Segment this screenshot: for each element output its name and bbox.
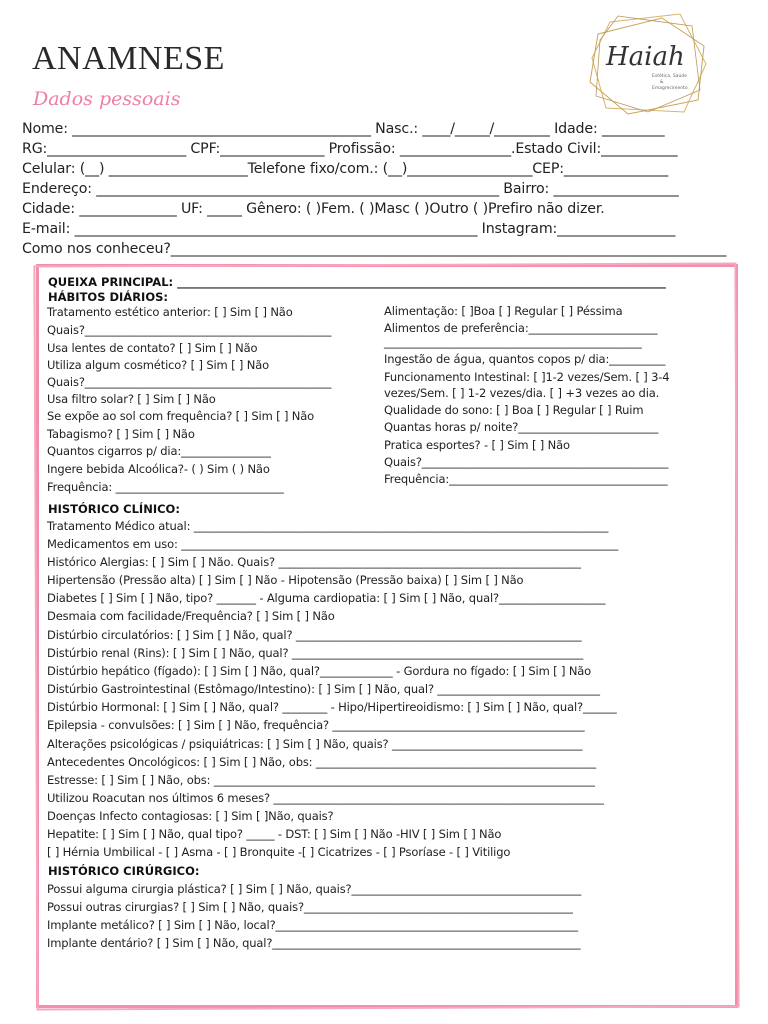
habit-right-item[interactable]: ______________________________________________ bbox=[384, 335, 642, 349]
brand-logo bbox=[588, 12, 710, 116]
historico-cirurgico-heading: HISTÓRICO CIRÚRGICO: bbox=[48, 864, 200, 878]
clinical-item[interactable]: Antecedentes Oncológicos: [ ] Sim [ ] Não, obs: __________________________________________________ bbox=[47, 755, 596, 769]
clinical-item[interactable]: Histórico Alergias: [ ] Sim [ ] Não. Quais? ______________________________________________________ bbox=[47, 555, 581, 569]
habit-right-item[interactable]: Alimentação: [ ]Boa [ ] Regular [ ] Péssima bbox=[384, 304, 623, 318]
clinical-item[interactable]: Hepatite: [ ] Sim [ ] Não, qual tipo? _____ - DST: [ ] Sim [ ] Não -HIV [ ] Sim [ ] Não bbox=[47, 827, 502, 841]
surgical-item[interactable]: Implante dentário? [ ] Sim [ ] Não, qual?_______________________________________________________ bbox=[47, 936, 581, 950]
page-title: ANAMNESE bbox=[32, 40, 225, 77]
clinical-item[interactable]: Distúrbio circulatórios: [ ] Sim [ ] Não, qual? ___________________________________________________ bbox=[47, 628, 582, 642]
logo-tagline-2: & bbox=[660, 80, 664, 85]
section-subtitle: Dados pessoais bbox=[33, 88, 181, 110]
field-rg[interactable]: RG:____________________ CPF:_______________ Profissão: ________________.Estado Civil:___________ bbox=[22, 141, 678, 157]
habit-left-item[interactable]: Ingere bebida Alcoólica?- ( ) Sim ( ) Não bbox=[47, 462, 270, 476]
clinical-item[interactable]: Hipertensão (Pressão alta) [ ] Sim [ ] Não - Hipotensão (Pressão baixa) [ ] Sim [ ] Não bbox=[47, 573, 524, 587]
habit-right-item[interactable]: Funcionamento Intestinal: [ ]1-2 vezes/Sem. [ ] 3-4 bbox=[384, 370, 670, 384]
habit-left-item[interactable]: Quais?____________________________________________ bbox=[47, 323, 332, 337]
field-como-conheceu[interactable]: Como nos conheceu?________________________________________________________________________________ bbox=[22, 241, 727, 257]
surgical-item[interactable]: Possui alguma cirurgia plástica? [ ] Sim [ ] Não, quais?_________________________________________ bbox=[47, 882, 582, 896]
habit-left-item[interactable]: Utiliza algum cosmético? [ ] Sim [ ] Não bbox=[47, 358, 269, 372]
field-nome[interactable]: Nome: ___________________________________________ Nasc.: ____/_____/________ Idade: _________ bbox=[22, 121, 665, 137]
logo-tagline-1: Estética, Saúde bbox=[652, 74, 687, 79]
clinical-item[interactable]: Epilepsia - convulsões: [ ] Sim [ ] Não, frequência? _____________________________________________ bbox=[47, 718, 585, 732]
field-endereco[interactable]: Endereço: __________________________________________________________ Bairro: __________________ bbox=[22, 181, 679, 197]
habit-left-item[interactable]: Tabagismo? [ ] Sim [ ] Não bbox=[47, 427, 195, 441]
field-cidade[interactable]: Cidade: ______________ UF: _____ Gênero: ( )Fem. ( )Masc ( )Outro ( )Prefiro não dizer. bbox=[22, 201, 605, 217]
surgical-item[interactable]: Implante metálico? [ ] Sim [ ] Não, local?______________________________________________________ bbox=[47, 918, 578, 932]
habit-right-item[interactable]: Alimentos de preferência:_______________________ bbox=[384, 321, 658, 335]
logo-wordmark: Haiah bbox=[606, 42, 685, 72]
clinical-item[interactable]: [ ] Hérnia Umbilical - [ ] Asma - [ ] Bronquite -[ ] Cicatrizes - [ ] Psoríase - [ ] Vitiligo bbox=[47, 845, 511, 859]
habit-right-item[interactable]: Quantas horas p/ noite?_________________________ bbox=[384, 420, 659, 434]
logo-tagline-3: Emagrecimento bbox=[652, 86, 688, 91]
surgical-item[interactable]: Possui outras cirurgias? [ ] Sim [ ] Não, quais?________________________________________________ bbox=[47, 900, 573, 914]
habit-right-item[interactable]: Qualidade do sono: [ ] Boa [ ] Regular [ ] Ruim bbox=[384, 403, 644, 417]
field-celular[interactable]: Celular: (__) ____________________Telefone fixo/com.: (__)__________________CEP:_______________ bbox=[22, 161, 669, 177]
clinical-item[interactable]: Diabetes [ ] Sim [ ] Não, tipo? _______ - Alguma cardiopatia: [ ] Sim [ ] Não, qual?___________________ bbox=[47, 591, 606, 605]
clinical-item[interactable]: Doenças Infecto contagiosas: [ ] Sim [ ]Não, quais? bbox=[47, 809, 334, 823]
habit-left-item[interactable]: Frequência: ______________________________ bbox=[47, 480, 284, 494]
queixa-principal-field[interactable]: QUEIXA PRINCIPAL: _____________________________________________________________________________________ bbox=[48, 275, 666, 289]
historico-clinico-heading: HISTÓRICO CLÍNICO: bbox=[48, 502, 180, 516]
habit-left-item[interactable]: Usa lentes de contato? [ ] Sim [ ] Não bbox=[47, 341, 258, 355]
habit-left-item[interactable]: Se expõe ao sol com frequência? [ ] Sim [ ] Não bbox=[47, 409, 315, 423]
habit-right-item[interactable]: vezes/Sem. [ ] 1-2 vezes/dia. [ ] +3 vezes ao dia. bbox=[384, 386, 660, 400]
habit-left-item[interactable]: Quais?____________________________________________ bbox=[47, 375, 332, 389]
clinical-item[interactable]: Desmaia com facilidade/Frequência? [ ] Sim [ ] Não bbox=[47, 609, 335, 623]
habitos-heading: HÁBITOS DIÁRIOS: bbox=[48, 290, 168, 304]
clinical-item[interactable]: Distúrbio Gastrointestinal (Estômago/Intestino): [ ] Sim [ ] Não, qual? _____________________________ bbox=[47, 682, 600, 696]
clinical-item[interactable]: Distúrbio hepático (fígado): [ ] Sim [ ] Não, qual?_____________ - Gordura no fígado: [ ] Sim [ ] Não bbox=[47, 664, 592, 678]
clinical-item[interactable]: Medicamentos em uso: ______________________________________________________________________________ bbox=[47, 537, 619, 551]
habit-right-item[interactable]: Pratica esportes? - [ ] Sim [ ] Não bbox=[384, 438, 570, 452]
clinical-item[interactable]: Utilizou Roacutan nos últimos 6 meses? ___________________________________________________________ bbox=[47, 791, 604, 805]
clinical-item[interactable]: Distúrbio renal (Rins): [ ] Sim [ ] Não, qual? ____________________________________________________ bbox=[47, 646, 584, 660]
clinical-item[interactable]: Estresse: [ ] Sim [ ] Não, obs: ____________________________________________________________________ bbox=[47, 773, 595, 787]
clinical-item[interactable]: Tratamento Médico atual: __________________________________________________________________________ bbox=[47, 519, 609, 533]
habit-left-item[interactable]: Quantos cigarros p/ dia:________________ bbox=[47, 444, 271, 458]
habit-right-item[interactable]: Frequência:_______________________________________ bbox=[384, 472, 668, 486]
field-email[interactable]: E-mail: __________________________________________________________ Instagram:_________________ bbox=[22, 221, 676, 237]
habit-left-item[interactable]: Usa filtro solar? [ ] Sim [ ] Não bbox=[47, 392, 216, 406]
clinical-item[interactable]: Alterações psicológicas / psiquiátricas: [ ] Sim [ ] Não, quais? __________________________________ bbox=[47, 737, 583, 751]
habit-left-item[interactable]: Tratamento estético anterior: [ ] Sim [ ] Não bbox=[47, 305, 293, 319]
habit-right-item[interactable]: Quais?____________________________________________ bbox=[384, 455, 669, 469]
habit-right-item[interactable]: Ingestão de água, quantos copos p/ dia:__________ bbox=[384, 352, 666, 366]
clinical-item[interactable]: Distúrbio Hormonal: [ ] Sim [ ] Não, qual? ________ - Hipo/Hipertireoidismo: [ ] Sim [ ] Não, qual?______ bbox=[47, 700, 617, 714]
